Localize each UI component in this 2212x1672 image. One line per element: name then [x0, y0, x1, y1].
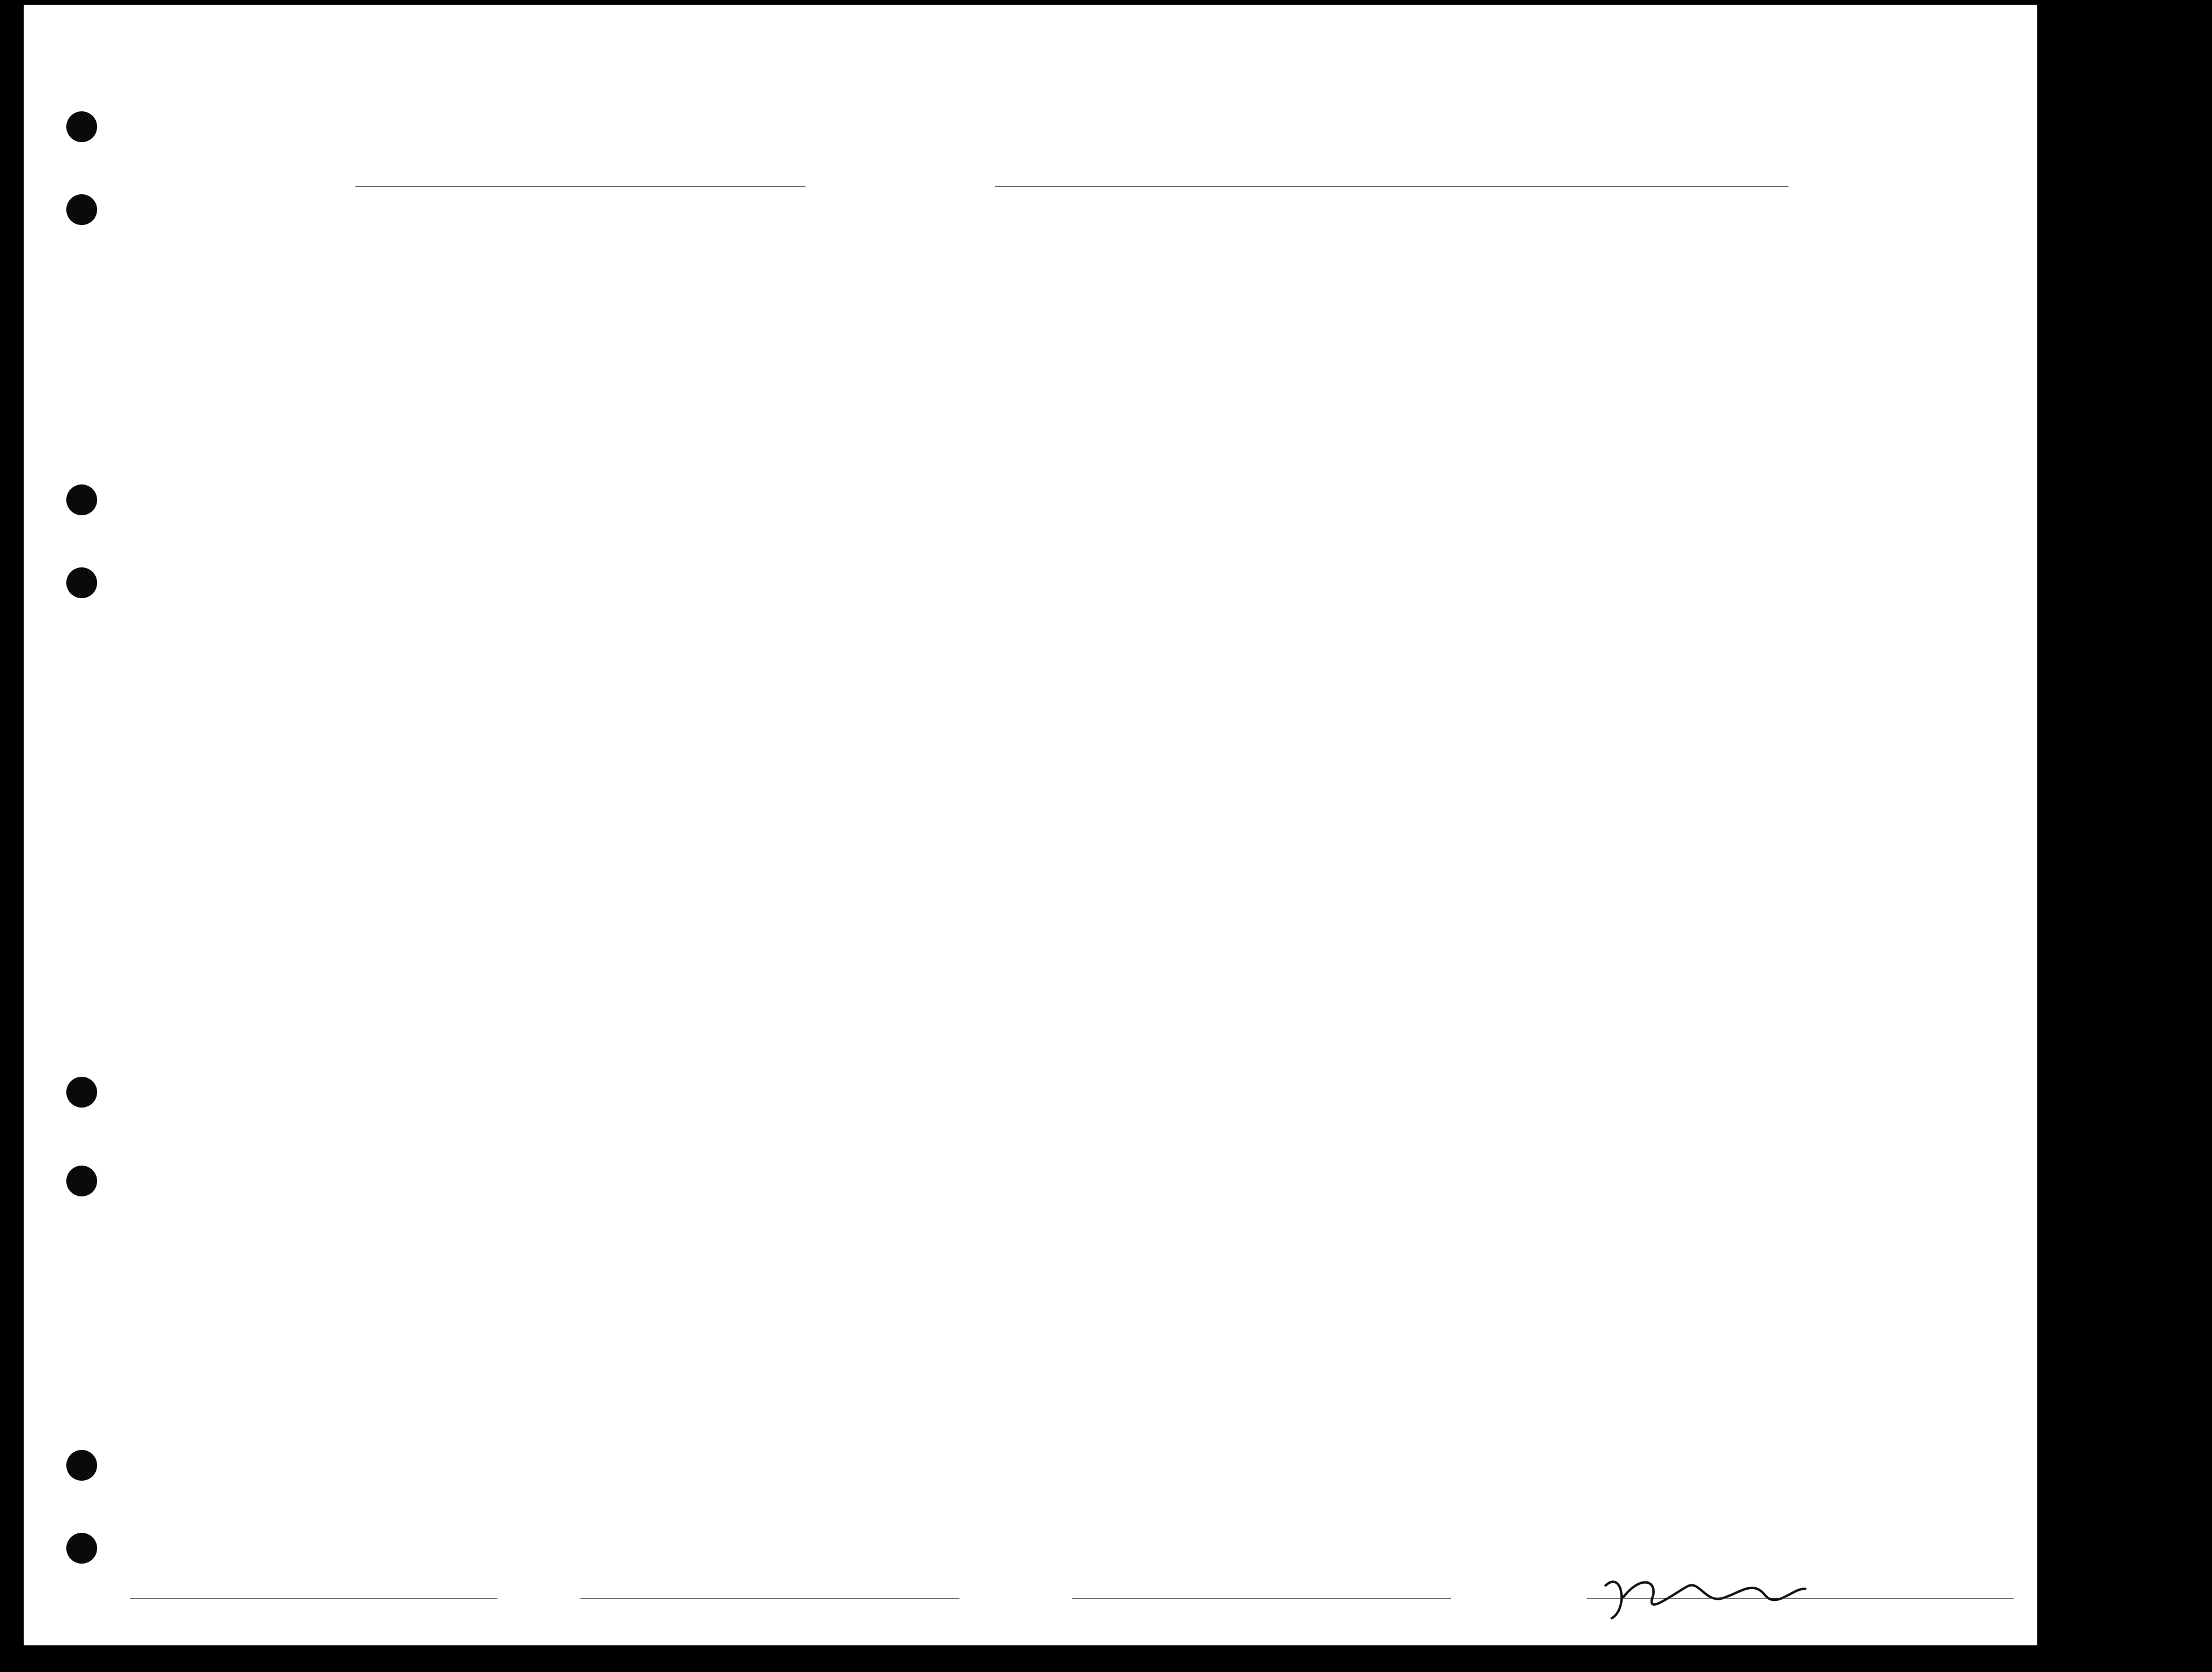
punch-hole [66, 1450, 97, 1481]
manifest-sheet [24, 5, 2037, 1645]
footer-line [89, 1581, 97, 1599]
punch-hole [66, 1533, 97, 1564]
footer-owners [527, 1581, 535, 1599]
punch-hole [66, 567, 97, 598]
punch-hole [66, 1166, 97, 1196]
sheet-number [1830, 59, 1834, 77]
punch-hole [66, 484, 97, 515]
punch-hole [66, 194, 97, 225]
footer-note [1131, 1605, 1143, 1617]
punch-hole [66, 111, 97, 142]
vessel-line [296, 168, 1836, 186]
officer-signature [1587, 1562, 1860, 1628]
punch-hole [66, 1077, 97, 1108]
footer-agents [983, 1581, 991, 1599]
